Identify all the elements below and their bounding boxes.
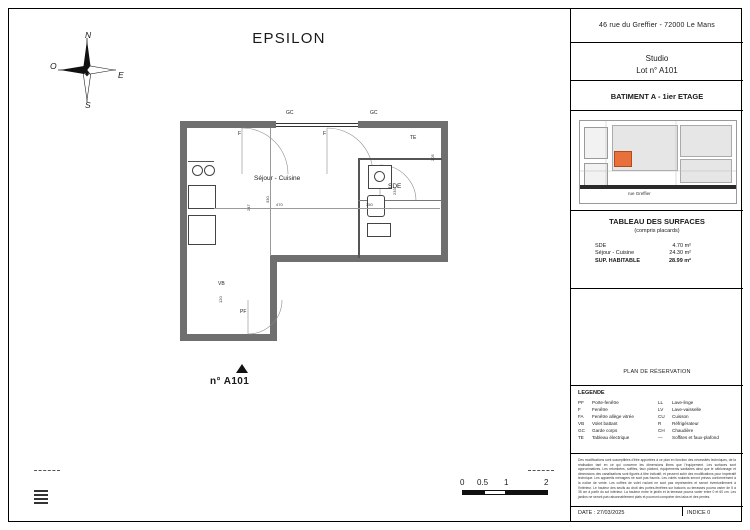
surface-name: SDE <box>595 242 607 249</box>
footer-section <box>571 506 743 522</box>
legend-code: CU <box>658 414 665 419</box>
legend-code: FA <box>578 414 584 419</box>
disclaimer-text: Des modifications sont susceptibles d'être apportées à ce plan en fonction des nécessités techniques, de la réalisation tant en ce qui concerne les dimensions libres que l'équipement. Les surfaces sont approximatives. Les retombées, soffites, faux plafond, équipements sanitaires ainsi que le câblonnage et dimensions des canalisations sont figurés à titre indicatif, et peuvent subir des modifications pour imprératif technique. Les appareils ménagers ne sont pas fournis. Les volets roulants seront prévus conformément à la notice de vente. Les coffres de volet roulant ne sont pas représentés et seront éventuellement à l'intérieur. Le hauteur des seuils au droit des portes-fenêtres sur balcons ou terrasses pourra varier de 5 à 35 cm à partir du sol intérieur. La hauteur entre le jardin et la terrasse pourra varier entre 0 et 60 cm. Les jardins ne seront pas raisonnablement plats et pourront comporter des talus et des pentes. <box>578 458 736 499</box>
scale-value-2: 2 <box>544 478 549 487</box>
dimension-233: 233 <box>392 188 397 195</box>
surfaces-subtitle: (compris placards) <box>634 228 680 234</box>
guide-dash-right <box>528 470 554 471</box>
scale-bar <box>460 478 555 504</box>
compass-south-label: S <box>85 100 91 110</box>
legend-item <box>578 427 658 434</box>
info-panel <box>570 8 742 522</box>
legend-item <box>658 427 738 434</box>
compass-west-label: O <box>50 61 57 71</box>
surface-name: Séjour - Cuisine <box>595 250 635 256</box>
legend-item <box>578 434 658 441</box>
compass-north-label: N <box>85 30 92 40</box>
footer-date: DATE : 27/03/2025 <box>578 510 625 516</box>
legend-code: LV <box>658 407 664 412</box>
legend-code: R <box>658 421 662 426</box>
legend-item <box>658 420 738 427</box>
cooktop-burner-1 <box>192 165 203 176</box>
lot-number-label: n° A101 <box>210 376 250 387</box>
legend-text: Lave-vaisselle <box>672 407 702 412</box>
marker-gc-right: GC <box>370 110 378 116</box>
legend-text: Lave-linge <box>672 400 694 405</box>
divider-3 <box>571 110 743 111</box>
surface-value: 24.30 m² <box>669 250 691 256</box>
legend-item <box>658 434 738 441</box>
legend-item <box>578 413 658 420</box>
lot-number: Lot n° A101 <box>636 66 678 75</box>
surface-row <box>571 249 743 257</box>
room-label-sde: SDE <box>388 183 402 190</box>
divider-5 <box>571 288 743 289</box>
compass-east-label: E <box>118 70 124 80</box>
dwelling-type: Studio <box>645 54 669 63</box>
legend-grid <box>571 399 743 441</box>
key-map <box>579 120 737 204</box>
legend-text: Soffites et faux-plafond <box>672 435 719 440</box>
surface-name-total: SUP. HABITABLE <box>595 257 641 264</box>
counter-line <box>188 161 214 162</box>
marker-te: TE <box>410 135 417 141</box>
dimension-470: 470 <box>276 202 283 207</box>
dimension-205: 205 <box>430 154 435 161</box>
entry-marker-icon <box>236 364 248 373</box>
surface-row <box>571 241 743 249</box>
marker-gc-left: GC <box>286 110 294 116</box>
scale-seg-2 <box>484 490 506 495</box>
marker-pf: PF <box>240 309 247 315</box>
dimension-247: 247 <box>246 204 251 211</box>
legend-text: Chaudière <box>672 428 694 433</box>
legend-code: CH <box>658 428 665 433</box>
apartment-floorplan <box>158 103 478 353</box>
legend-text: Tableau électrique <box>592 435 630 440</box>
washbasin <box>367 223 391 237</box>
surfaces-title: TABLEAU DES SURFACES <box>609 217 705 226</box>
footer-indice: INDICE 0 <box>682 506 743 516</box>
scale-seg-1 <box>462 490 484 495</box>
legend-text: Fenêtre <box>592 407 608 412</box>
dimension-line-vertical <box>270 128 271 256</box>
appliance-unit <box>188 215 216 245</box>
legend-column-right <box>658 399 738 441</box>
legend-code: PF <box>578 400 584 405</box>
scale-value-05: 0.5 <box>477 478 489 487</box>
building-section <box>571 80 743 110</box>
legend-column-left <box>578 399 658 441</box>
surface-row-total <box>571 256 743 264</box>
legend-text: Porte-fenêtre <box>592 400 619 405</box>
legend-section <box>571 385 743 453</box>
marker-f-left: F <box>238 131 242 137</box>
guide-dash-left <box>34 470 60 471</box>
surface-value: 4.70 m² <box>672 242 691 249</box>
kitchen-sink-unit <box>188 185 216 209</box>
door-swing-arcs <box>180 121 470 351</box>
legend-item <box>578 399 658 406</box>
scale-value-0: 0 <box>460 478 465 487</box>
plan-reservation-section <box>571 363 743 385</box>
legend-code: F <box>578 407 581 412</box>
surfaces-section <box>571 210 743 288</box>
legend-item <box>578 420 658 427</box>
plan-area <box>8 8 570 522</box>
plan-reservation-label: PLAN DE RÉSERVATION <box>623 369 691 375</box>
dimension-350: 350 <box>366 202 373 207</box>
building-floor: BATIMENT A - 1ier ETAGE <box>610 92 704 101</box>
dimension-330: 330 <box>265 196 270 203</box>
disclaimer-section <box>571 453 743 506</box>
legend-title: LEGENDE <box>578 390 605 396</box>
surface-value-total: 28.99 m² <box>668 257 691 264</box>
legend-code: VB <box>578 421 585 426</box>
legend-text: Réfrigérateur <box>672 421 699 426</box>
marker-vb: VB <box>218 281 225 287</box>
legend-text: Volet battant <box>592 421 618 426</box>
compass-rose <box>44 30 130 116</box>
hatch-legend <box>34 490 48 506</box>
address-section <box>571 8 743 42</box>
legend-code: — <box>658 435 663 440</box>
dimension-120: 120 <box>218 296 223 303</box>
lot-section <box>571 42 743 80</box>
scale-seg-3 <box>506 490 548 495</box>
legend-text: Cuisson <box>672 414 689 419</box>
legend-code: LL <box>658 400 664 405</box>
legend-item <box>578 406 658 413</box>
legend-item <box>658 406 738 413</box>
room-label-sejour: Séjour - Cuisine <box>254 175 301 182</box>
footer-row <box>571 506 743 516</box>
keymap-street-label: rue Greffier <box>628 191 651 196</box>
legend-item <box>658 413 738 420</box>
legend-code: GC <box>578 428 585 433</box>
legend-item <box>658 399 738 406</box>
legend-text: Fenêtre allège vitrée <box>592 414 634 419</box>
address-text: 46 rue du Greffier - 72000 Le Mans <box>598 22 715 29</box>
shower-drain <box>374 171 385 182</box>
legend-code: TE <box>578 435 584 440</box>
keymap-lines <box>580 121 736 203</box>
marker-f-right: F <box>323 131 327 137</box>
scale-value-1: 1 <box>504 478 509 487</box>
cooktop-burner-2 <box>204 165 215 176</box>
legend-text: Garde corps <box>592 428 618 433</box>
plan-title: EPSILON <box>252 30 326 47</box>
